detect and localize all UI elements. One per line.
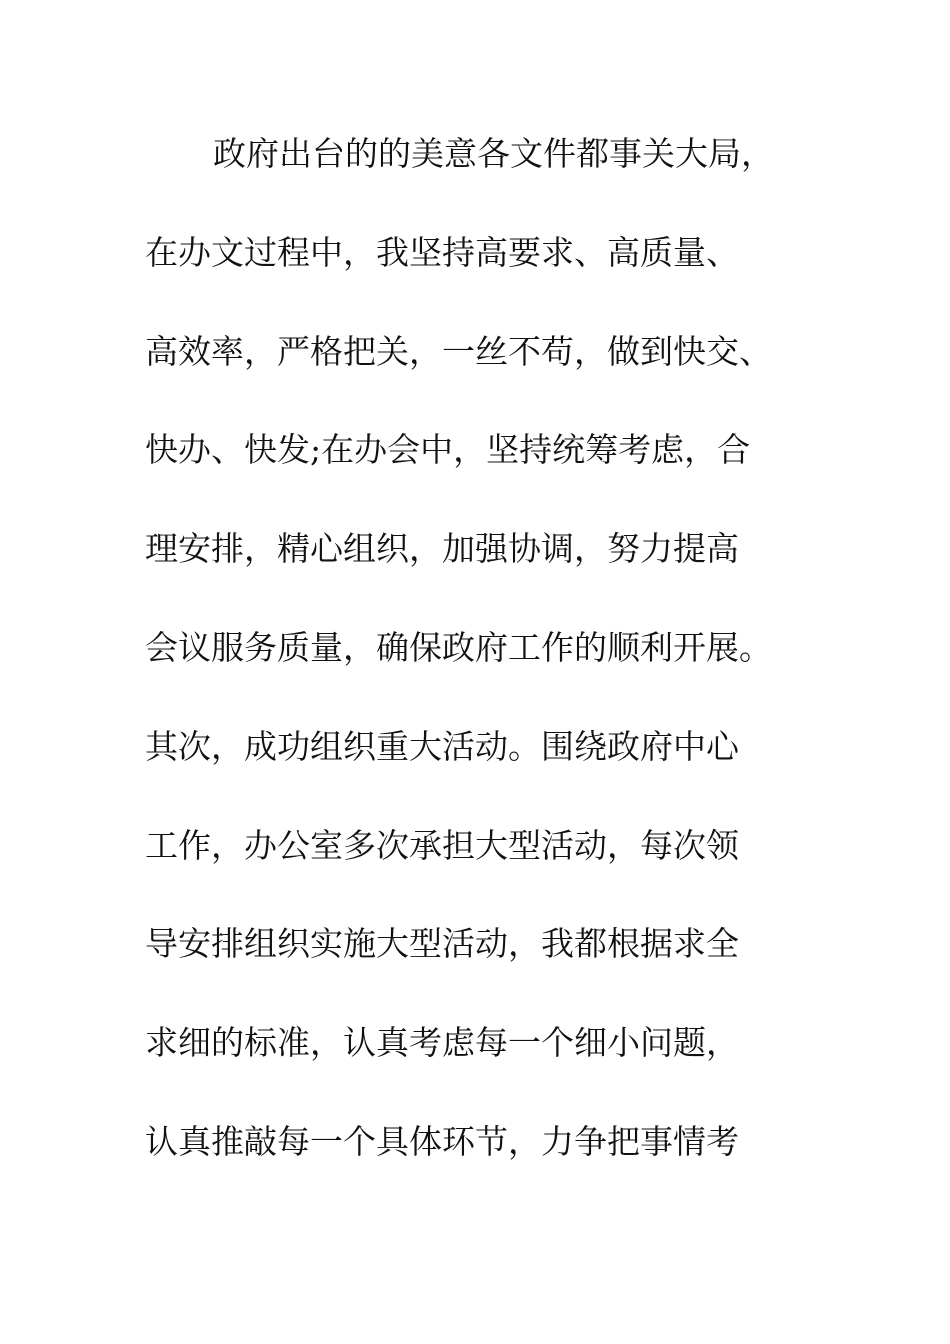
- body-paragraph: [145, 122, 845, 1209]
- text-line: 在办文过程中，我坚持高要求、高质量、: [145, 232, 739, 272]
- text-line: 求细的标准，认真考虑每一个细小问题，: [145, 1023, 739, 1063]
- text-line: 其次，成功组织重大活动。围绕政府中心: [145, 726, 739, 766]
- text-line: 工作，办公室多次承担大型活动，每次领: [145, 825, 739, 865]
- text-line: 快办、快发;在办会中，坚持统筹考虑，合: [145, 430, 751, 470]
- text-line: 理安排，精心组织，加强协调，努力提高: [145, 529, 739, 569]
- text-line: 认真推敲每一个具体环节，力争把事情考: [145, 1121, 739, 1161]
- text-line: 会议服务质量，确保政府工作的顺利开展。: [145, 627, 772, 667]
- text-line: 高效率，严格把关，一丝不苟，做到快交、: [145, 331, 772, 371]
- text-line: 政府出台的的美意各文件都事关大局，: [213, 134, 774, 173]
- text-line: 导安排组织实施大型活动，我都根据求全: [145, 924, 739, 964]
